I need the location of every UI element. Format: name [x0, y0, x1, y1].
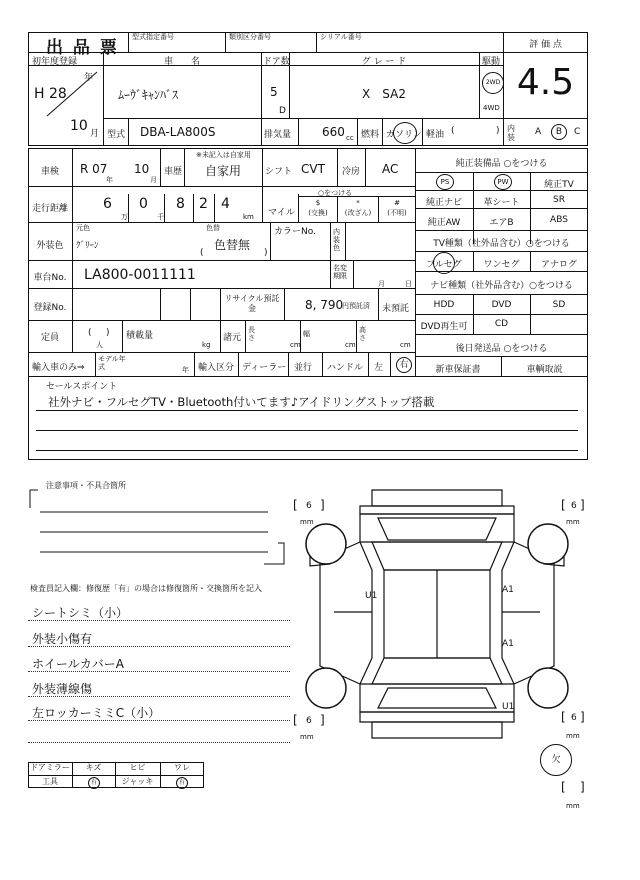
shift-label: シフト	[265, 167, 293, 177]
mileage-km-unit: km	[243, 213, 254, 221]
handle-label: ハンドル	[327, 363, 364, 373]
tire-front-left-unit: mm	[300, 518, 314, 526]
tire-rear-right-bracket-open: [	[561, 710, 566, 724]
recycle-label: リサイクル預託金	[224, 294, 280, 313]
tire-rear-right-depth: 6	[571, 713, 577, 723]
registration-label: 登録No.	[33, 303, 67, 313]
interior-label: 内装	[507, 124, 515, 142]
navi-sd: SD	[552, 300, 566, 310]
spare-unit: mm	[566, 802, 580, 810]
serial-label: シリアル番号	[320, 33, 362, 41]
handle-left: 左	[374, 363, 384, 373]
first-reg-year-unit: 年	[84, 73, 94, 83]
model-year-unit: 年	[182, 366, 189, 374]
tire-front-left-bracket-open: [	[293, 498, 298, 512]
color-paren-open: (	[200, 248, 204, 258]
jack-label: ジャッキ	[121, 777, 154, 786]
spare-bracket-close: ]	[580, 780, 585, 794]
drive-4wd: 4WD	[483, 104, 500, 112]
length-label: 長さ	[248, 326, 255, 342]
height-unit: cm	[400, 341, 411, 349]
dealer-option: ディーラー	[242, 363, 287, 373]
color-type-label: 色替	[206, 224, 220, 232]
mileage-digit-3: 8	[176, 196, 185, 212]
damage-mark-right-front-door: A1	[502, 585, 514, 595]
tire-front-right-bracket-close: ]	[580, 498, 585, 512]
displacement-value: 660	[322, 125, 345, 139]
swap-1-label: (交換)	[308, 209, 328, 217]
first-reg-month: 10	[70, 118, 88, 134]
spare-bracket-open: [	[561, 780, 566, 794]
genuine-title: 純正装備品 ○をつける	[455, 159, 548, 169]
inspection-year-unit: 年	[106, 176, 113, 184]
navi-hdd: HDD	[433, 300, 455, 310]
mileage-digit-1: 6	[103, 196, 112, 212]
handle-right-circled: 右	[396, 357, 412, 373]
fuel-paren-open: (	[451, 126, 455, 136]
tire-front-right-unit: mm	[566, 518, 580, 526]
width-label: 幅	[303, 330, 310, 338]
interior-b-circled: B	[551, 124, 567, 140]
note-item-5: 左ロッカーミミC（小）	[32, 706, 161, 720]
mileage-sen-unit: 千	[157, 213, 164, 221]
drive-label: 駆動	[482, 57, 501, 67]
navi-title: ナビ種類（社外品含む）○をつける	[430, 281, 573, 291]
mileage-label: 走行距離	[31, 204, 68, 214]
color-label: 外装色	[36, 241, 64, 251]
import-label: 輸入車のみ⇒	[32, 363, 85, 373]
genuine-tv: 純正TV	[544, 180, 574, 190]
navi-dvd: DVD	[491, 300, 512, 310]
load-label: 積載量	[126, 331, 154, 341]
tire-front-right-bracket-open: [	[561, 498, 566, 512]
grade-label: グ レ ー ド	[361, 57, 407, 67]
model-value: DBA-LA800S	[140, 125, 216, 139]
recycle-unpaid: 未預託	[382, 304, 410, 314]
note-item-1: シートシミ（小）	[32, 606, 129, 620]
tire-rear-left-bracket-open: [	[293, 713, 298, 727]
model-label: 型式	[107, 130, 126, 140]
tv-title: TV種類（社外品含む）○をつける	[433, 239, 570, 249]
notes-label: 注意事項・不具合箇所	[46, 481, 126, 490]
navi-cd: CD	[494, 319, 509, 329]
original-color-label: 元色	[76, 224, 90, 232]
navi-dvd-play: DVD再生可	[420, 322, 468, 332]
note-item-2: 外装小傷有	[32, 632, 93, 646]
model-year-label: モデル年式	[98, 355, 126, 371]
genuine-navi: 純正ナビ	[425, 198, 462, 208]
tv-fullseg-circled: フルセグ	[426, 260, 462, 270]
tire-rear-left-unit: mm	[300, 733, 314, 741]
mileage-man-unit: 万	[121, 213, 128, 221]
leather-seat: 革シート	[483, 198, 520, 208]
spare-tire-missing: 欠	[540, 744, 572, 776]
legend-header-4: ワレ	[174, 763, 190, 772]
note-item-4: 外装薄線傷	[32, 682, 93, 696]
inspector-label: 検査員記入欄：修復歴「有」の場合は修復箇所・交換箇所を記入	[30, 584, 262, 593]
mileage-digit-5: 4	[221, 196, 230, 212]
color-change-value: 色替無	[214, 238, 251, 252]
load-unit: kg	[202, 341, 211, 349]
first-reg-label: 初年度登録	[32, 57, 78, 67]
later-warranty: 新車保証書	[435, 365, 481, 375]
tire-front-left-bracket-close: ]	[320, 498, 325, 512]
fuel-circle	[393, 122, 417, 144]
tv-analog: アナログ	[540, 260, 577, 270]
later-manual: 車輌取説	[526, 365, 563, 375]
swap-2-label: (改ざん)	[344, 209, 372, 217]
sales-label: セールスポイント	[46, 382, 118, 392]
damage-mark-right-rocker: U1	[502, 702, 515, 712]
tire-rear-left-depth: 6	[306, 716, 312, 726]
score-label: 評 価 点	[529, 40, 562, 50]
interior-a: A	[535, 127, 542, 137]
tools-label: 工具	[42, 777, 58, 786]
title-change-label: 名変期限	[333, 264, 347, 280]
color-no-label: カラーNo.	[274, 227, 316, 237]
tire-rear-left-bracket-close: ]	[320, 713, 325, 727]
doors-label: ドア数	[263, 57, 290, 67]
tv-oneseg: ワンセグ	[483, 260, 520, 270]
displacement-label: 排気量	[264, 130, 292, 140]
ac-label: 冷房	[342, 167, 361, 177]
inspection-label: 車検	[40, 167, 59, 177]
history-label: 車歴	[164, 167, 183, 177]
legend-header-2: キズ	[85, 763, 102, 772]
first-reg-month-unit: 月	[90, 129, 100, 139]
drive-2wd-circled: 2WD	[482, 72, 504, 94]
car-diagram	[290, 470, 590, 770]
title-change-day-unit: 日	[405, 280, 412, 288]
genuine-aw: 純正AW	[427, 218, 461, 228]
swap-3: #	[394, 199, 400, 207]
car-name-label: 車 名	[163, 57, 200, 67]
note-item-3: ホイールカバーA	[32, 657, 124, 671]
type-number-label: 型式指定番号	[132, 33, 174, 41]
swap-3-label: (不明)	[387, 209, 407, 217]
fuel-gasoline-circled: ガソリン	[386, 130, 423, 140]
abs: ABS	[550, 215, 568, 225]
mileage-digit-2: 0	[139, 196, 148, 212]
tools-yes-circled: 有	[88, 777, 100, 789]
jack-yes-circled: 有	[176, 777, 188, 789]
swap-circle-note: ○をつける	[318, 189, 353, 197]
tire-rear-right-bracket-close: ]	[580, 710, 585, 724]
capacity-unit: 人	[96, 341, 103, 349]
tire-front-left-depth: 6	[306, 501, 312, 511]
notes-bracket	[28, 488, 286, 566]
length-unit: cm	[290, 341, 301, 349]
chassis-value: LA800-0011111	[84, 267, 196, 283]
inspection-month-unit: 月	[150, 176, 157, 184]
ac-value: AC	[382, 162, 399, 176]
tire-front-right-depth: 6	[571, 501, 577, 511]
title-change-month-unit: 月	[378, 280, 385, 288]
history-value: 自家用	[205, 164, 242, 178]
shift-value: CVT	[301, 162, 325, 176]
swap-2: *	[356, 199, 360, 207]
airbag: エアB	[489, 218, 514, 228]
inspection-value: R 07	[80, 162, 108, 176]
dims-label: 諸元	[223, 333, 242, 343]
legend-header-1: ドアミラー	[30, 763, 70, 772]
height-label: 高さ	[359, 326, 366, 342]
displacement-unit: cc	[346, 134, 354, 142]
legend-header-3: ヒビ	[129, 763, 146, 772]
category-number-label: 類別区分番号	[229, 33, 271, 41]
genuine-ps-circled: PS	[436, 174, 454, 190]
tire-rear-right-unit: mm	[566, 732, 580, 740]
inspection-month: 10	[134, 162, 150, 176]
recycle-value: 8, 790	[305, 298, 344, 312]
color-paren-close: )	[264, 248, 268, 258]
history-note: ※未記入は自家用	[196, 151, 251, 159]
mileage-digit-4: 2	[199, 196, 208, 212]
later-title: 後日発送品 ○をつける	[455, 344, 548, 354]
capacity-paren-close: )	[106, 328, 110, 338]
interior-color-label: 内装色	[333, 228, 340, 252]
capacity-label: 定員	[40, 333, 59, 343]
fuel-paren-close: )	[496, 126, 500, 136]
swap-1: $	[315, 199, 321, 207]
doors-sub: D	[279, 106, 286, 116]
score-value: 4.5	[516, 62, 575, 103]
sales-text: 社外ナビ・フルセグTV・Bluetooth付いてます♪アイドリングストップ搭載	[48, 395, 435, 409]
sunroof: SR	[553, 195, 565, 205]
damage-mark-right-rear-door: A1	[502, 639, 514, 649]
fuel-label: 燃料	[361, 130, 380, 140]
miles-label: マイル	[268, 208, 295, 218]
parallel-option: 並行	[294, 363, 313, 373]
capacity-paren-open: (	[88, 328, 92, 338]
grade-value: X SA2	[362, 87, 406, 101]
damage-mark-left-front-door: U1	[365, 591, 378, 601]
recycle-unit: 円預託済	[342, 302, 370, 310]
width-unit: cm	[345, 341, 356, 349]
genuine-pw-circled: PW	[494, 174, 512, 190]
interior-c: C	[574, 127, 581, 137]
car-name-value: ﾑｰｳﾞｷｬﾝﾊﾞｽ	[118, 88, 179, 102]
first-reg-era: H 28	[34, 86, 67, 102]
form-title: 出 品 票	[46, 38, 119, 58]
doors-value: 5	[270, 85, 278, 99]
original-color-value: ｸﾞﾘｰﾝ	[76, 241, 99, 251]
import-type-label: 輸入区分	[198, 363, 235, 373]
chassis-label: 車台No.	[33, 273, 67, 283]
diesel-label: 軽油	[426, 130, 445, 140]
